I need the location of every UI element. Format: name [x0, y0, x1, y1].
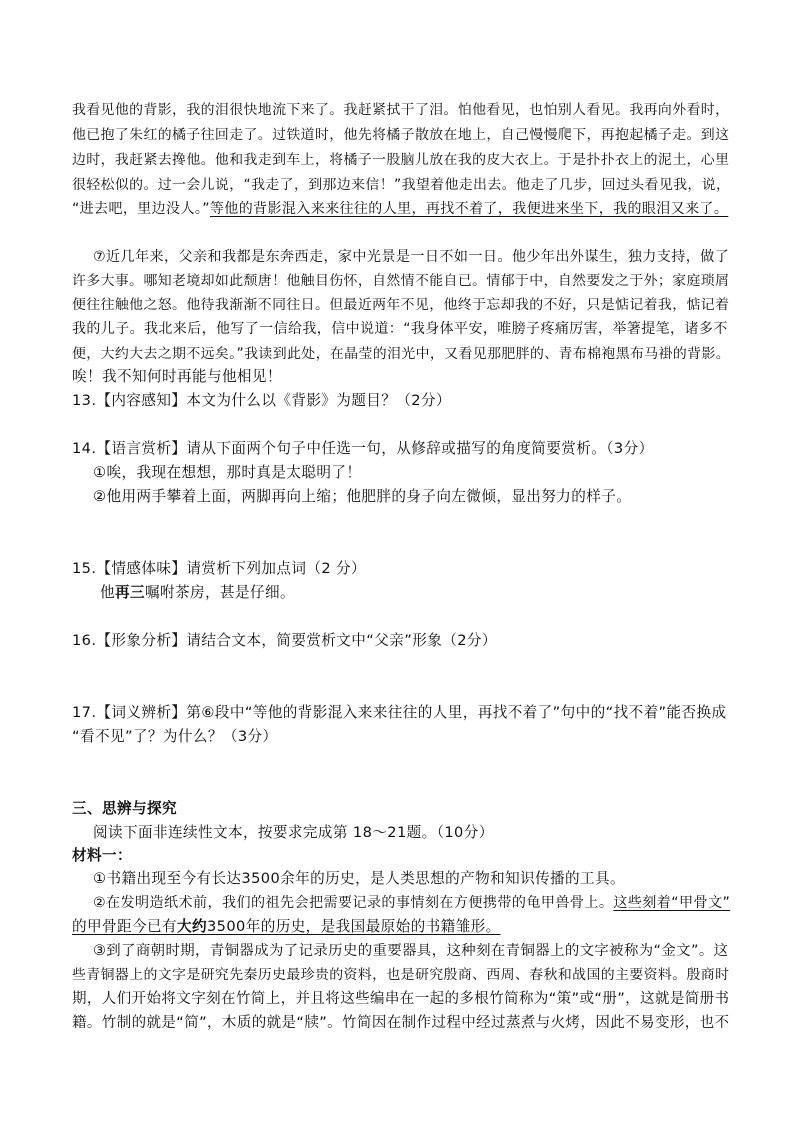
- q15-pre-text: 他: [100, 584, 115, 601]
- paragraph-line: 便，大约大去之期不远矣。”我读到此处，在晶莹的泪光中，又看见那肥胖的、青布棉袍黑布马褂的背影。: [72, 346, 731, 362]
- paragraph-line: 许多大事。哪知老境却如此颓唐！他触目伤怀，自然情不能自已。情郁于中，自然要发之于外；家庭琐屑: [72, 273, 730, 289]
- dotted-word: 再三: [115, 584, 145, 601]
- underlined-sentence: 这些刻着“甲骨文”: [613, 895, 731, 911]
- question-15-sentence: [100, 583, 295, 603]
- question-15: 15.【情感体味】请赏析下列加点词（2 分）: [72, 560, 367, 577]
- material-p2-plain: ②在发明造纸术前，我们的祖先会把需要记录的事情刻在方便携带的龟甲兽骨上。: [93, 895, 614, 911]
- material-line: 籍。竹制的就是“简”，木质的就是“牍”。竹简因在制作过程中经过蒸煮与火烤，因此不易变形，也不: [72, 1015, 730, 1031]
- question-16: 16.【形象分析】请结合文本，简要赏析文中“父亲”形象（2分）: [72, 632, 497, 649]
- passage-line: 他已抱了朱红的橘子往回走了。过铁道时，他先将橘子散放在地上，自己慢慢爬下，再抱起橘子走。到这: [72, 127, 730, 143]
- material-line: 些青铜器上的文字是研究先秦历史最珍贵的资料，也是研究殷商、西周、春秋和战国的主要资料。殷商时: [72, 967, 730, 983]
- question-14-sentence-2: ②他用两手攀着上面，两脚再向上缩；他肥胖的身子向左微倾，显出努力的样子。: [93, 488, 632, 505]
- paragraph-line: ⑦近几年来，父亲和我都是东奔西走，家中光景是一日不如一日。他少年出外谋生，独力支持，做了: [93, 249, 730, 265]
- passage-line: 边时，我赶紧去搀他。他和我走到车上，将橘子一股脑儿放在我的皮大衣上。于是扑扑衣上的泥土，心里: [72, 152, 730, 168]
- question-13: 13.【内容感知】本文为什么以《背影》为题目？（2分）: [72, 392, 451, 409]
- material-paragraph-2-cont: [72, 917, 501, 937]
- question-17-line-2: “看不见”了？为什么？（3分）: [72, 728, 278, 745]
- passage-line: 我看见他的背影，我的泪很快地流下来了。我赶紧拭干了泪。怕他看见，也怕别人看见。我再向外看时，: [72, 102, 730, 118]
- paragraph-line: 我的儿子。我北来后，他写了一信给我，信中说道：“我身体平安，唯膀子疼痛厉害，举箸提笔，诸多不: [72, 321, 728, 337]
- question-14: 14.【语言赏析】请从下面两个句子中任选一句，从修辞或描写的角度简要赏析。（3分）: [72, 440, 654, 457]
- material-paragraph-3: ③到了商朝时期，青铜器成为了记录历史的重要器具，这种刻在青铜器上的文字被称为“金文”。这: [93, 943, 729, 959]
- section-heading: 三、思辨与探究: [72, 800, 177, 817]
- section-instruction: 阅读下面非连续性文本，按要求完成第 18～21题。（10分）: [93, 824, 494, 841]
- question-17-line-1: 17.【词义辨析】第⑥段中“等他的背影混入来来往往的人里，再找不着了”句中的“找不着”能否换成: [72, 704, 727, 721]
- material-line: 期，人们开始将文字刻在竹简上，并且将这些编串在一起的多根竹简称为“策”或“册”，这就是简册书: [72, 991, 730, 1007]
- paragraph-line: 便往往触他之怒。他待我渐渐不同往日。但最近两年不见，他终于忘却我的不好，只是惦记着我，惦记着: [72, 297, 730, 313]
- passage-plain-text: “进去吧，里边没人。”: [72, 201, 210, 217]
- passage-line: 很轻松似的。过一会儿说，“我走了，到那边来信！”我望着他走出去。他走了几步，回过头看见我，说，: [72, 177, 731, 193]
- bold-word: 大约: [176, 918, 207, 935]
- underlined-text: 的甲骨距今已有: [72, 918, 177, 935]
- underlined-text: 3500年的历史，是我国最原始的书籍雏形。: [206, 918, 501, 935]
- underlined-sentence: 等他的背影混入来来往往的人里，再找不着了，我便进来坐下，我的眼泪又来了。: [209, 201, 729, 217]
- question-14-sentence-1: ①唉，我现在想想，那时真是太聪明了！: [93, 464, 362, 481]
- q15-post-text: 嘱咐茶房，甚是仔细。: [145, 584, 295, 601]
- material-paragraph-1: ①书籍出现至今有长达3500余年的历史，是人类思想的产物和知识传播的工具。: [93, 870, 626, 887]
- paragraph-line: 唉！我不知何时再能与他相见！: [72, 368, 282, 385]
- material-paragraph-2: [93, 893, 730, 913]
- material-label: 材料一：: [72, 847, 132, 864]
- passage-line-last: [72, 199, 728, 219]
